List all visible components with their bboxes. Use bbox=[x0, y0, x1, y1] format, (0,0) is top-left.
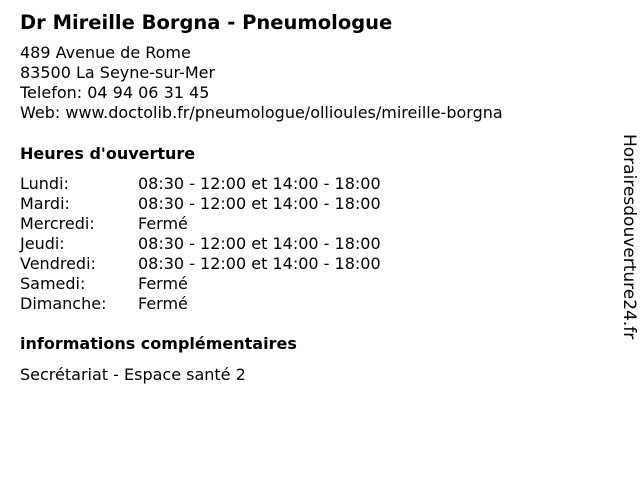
street-address: 489 Avenue de Rome bbox=[20, 43, 191, 62]
additional-info-text: Secrétariat - Espace santé 2 bbox=[20, 365, 246, 384]
day-label: Samedi: bbox=[20, 274, 86, 293]
day-label: Jeudi: bbox=[20, 234, 65, 253]
additional-info-heading: informations complémentaires bbox=[20, 334, 297, 353]
website-url: Web: www.doctolib.fr/pneumologue/ollioules/mireille-borgna bbox=[20, 103, 503, 122]
hours-value: Fermé bbox=[138, 214, 188, 233]
hours-value: 08:30 - 12:00 et 14:00 - 18:00 bbox=[138, 174, 381, 193]
hours-value: 08:30 - 12:00 et 14:00 - 18:00 bbox=[138, 234, 381, 253]
page-title: Dr Mireille Borgna - Pneumologue bbox=[20, 11, 393, 34]
day-label: Vendredi: bbox=[20, 254, 96, 273]
site-watermark: Horairesdouverture24.fr bbox=[619, 134, 639, 340]
phone-number: Telefon: 04 94 06 31 45 bbox=[20, 83, 210, 102]
day-label: Mardi: bbox=[20, 194, 70, 213]
hours-value: 08:30 - 12:00 et 14:00 - 18:00 bbox=[138, 194, 381, 213]
day-label: Lundi: bbox=[20, 174, 69, 193]
city-address: 83500 La Seyne-sur-Mer bbox=[20, 63, 216, 82]
day-label: Dimanche: bbox=[20, 294, 107, 313]
hours-value: Fermé bbox=[138, 274, 188, 293]
address-block bbox=[20, 43, 503, 123]
opening-hours-heading: Heures d'ouverture bbox=[20, 144, 196, 163]
hours-value: Fermé bbox=[138, 294, 188, 313]
hours-value: 08:30 - 12:00 et 14:00 - 18:00 bbox=[138, 254, 381, 273]
day-label: Mercredi: bbox=[20, 214, 95, 233]
